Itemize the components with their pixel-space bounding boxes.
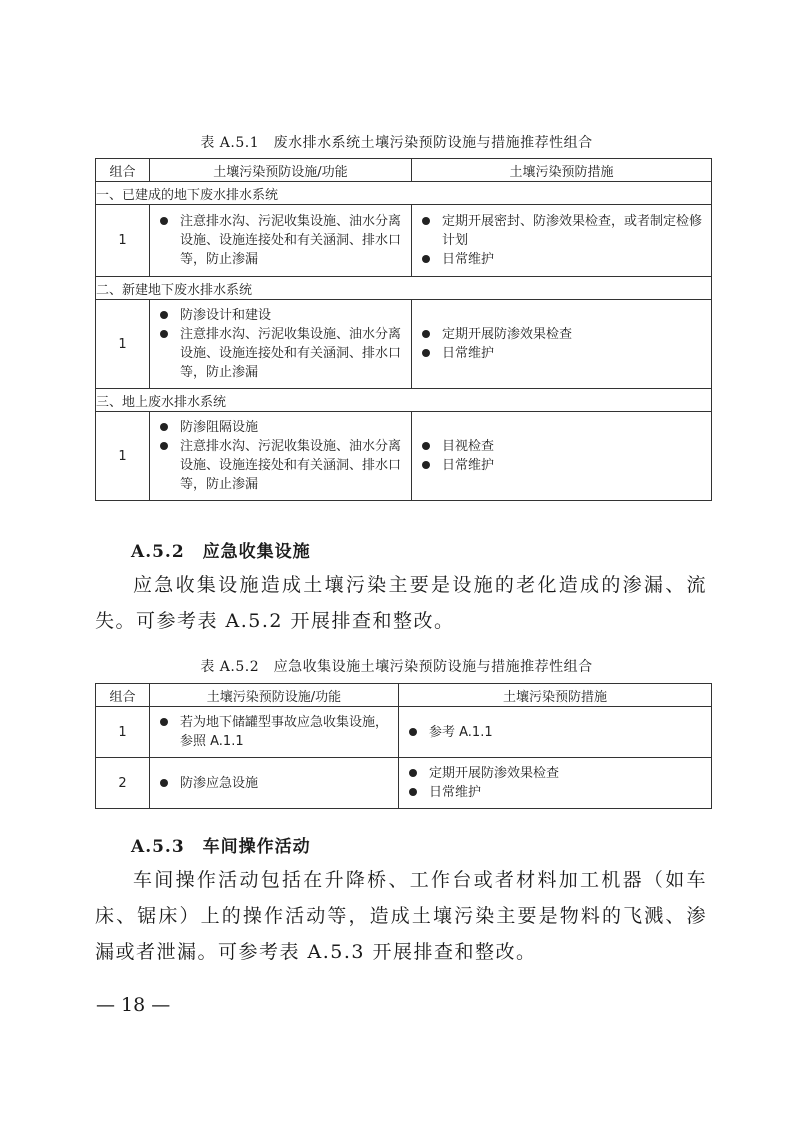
list-item: 定期开展密封、防渗效果检查，或者制定检修计划 [418, 212, 703, 250]
section-heading-a52: A.5.2 应急收集设施 [131, 542, 311, 562]
facilities-cell [150, 412, 412, 501]
table2-header-facilities: 土壤污染预防设施/功能 [150, 684, 399, 707]
list-item: 日常维护 [418, 250, 703, 269]
facilities-cell [150, 300, 412, 389]
section-title: 一、已建成的地下废水排水系统 [96, 182, 712, 205]
list-item: 参考 A.1.1 [405, 723, 703, 742]
list-item: 日常维护 [418, 344, 703, 363]
table1-section-title-row [96, 389, 712, 412]
table1-header-facilities: 土壤污染预防设施/功能 [150, 159, 412, 182]
row-number: 1 [96, 412, 150, 501]
list-item: 日常维护 [418, 456, 703, 475]
table1-section-title-row [96, 277, 712, 300]
table-row [96, 205, 712, 277]
list-item: 定期开展防渗效果检查 [418, 325, 703, 344]
row-number: 1 [96, 300, 150, 389]
measures-cell [412, 412, 712, 501]
section-heading-a53: A.5.3 车间操作活动 [131, 837, 311, 857]
table1-caption: 表 A.5.1 废水排水系统土壤污染预防设施与措施推荐性组合 [200, 135, 593, 151]
table1-section-title-row [96, 182, 712, 205]
page-number: — 18 — [96, 994, 171, 1016]
measures-cell [399, 758, 712, 809]
section-paragraph-a53: 车间操作活动包括在升降桥、工作台或者材料加工机器（如车床、锯床）上的操作活动等，造成土壤污染主要是物料的飞溅、渗漏或者泄漏。可参考表 A.5.3 开展排查和整改。 [95, 869, 707, 963]
table1-header-row [96, 159, 712, 182]
list-item: 定期开展防渗效果检查 [405, 764, 703, 783]
section-paragraph-a52: 应急收集设施造成土壤污染主要是设施的老化造成的渗漏、流失。可参考表 A.5.2 开展排查和整改。 [95, 574, 707, 632]
facilities-cell [150, 707, 399, 758]
list-item: 防渗设计和建设 [156, 306, 403, 325]
table-row [96, 707, 712, 758]
table2 [95, 683, 712, 809]
list-item: 注意排水沟、污泥收集设施、油水分离设施、设施连接处和有关涵洞、排水口等，防止渗漏 [156, 212, 403, 269]
measures-cell [399, 707, 712, 758]
list-item: 若为地下储罐型事故应急收集设施，参照 A.1.1 [156, 713, 390, 751]
facilities-cell [150, 205, 412, 277]
list-item: 注意排水沟、污泥收集设施、油水分离设施、设施连接处和有关涵洞、排水口等，防止渗漏 [156, 437, 403, 494]
measures-cell [412, 205, 712, 277]
table2-caption: 表 A.5.2 应急收集设施土壤污染预防设施与措施推荐性组合 [200, 659, 593, 675]
section-title: 三、地上废水排水系统 [96, 389, 712, 412]
list-item: 注意排水沟、污泥收集设施、油水分离设施、设施连接处和有关涵洞、排水口等，防止渗漏 [156, 325, 403, 382]
table1-header-measures: 土壤污染预防措施 [412, 159, 712, 182]
list-item: 日常维护 [405, 783, 703, 802]
row-number: 1 [96, 707, 150, 758]
table1 [95, 158, 712, 501]
table-row [96, 412, 712, 501]
facilities-cell [150, 758, 399, 809]
table-row [96, 300, 712, 389]
section-title: 二、新建地下废水排水系统 [96, 277, 712, 300]
list-item: 目视检查 [418, 437, 703, 456]
list-item: 防渗阻隔设施 [156, 418, 403, 437]
row-number: 1 [96, 205, 150, 277]
table2-header-row [96, 684, 712, 707]
table-row [96, 758, 712, 809]
table2-header-measures: 土壤污染预防措施 [399, 684, 712, 707]
table1-header-combo: 组合 [96, 159, 150, 182]
table2-header-combo: 组合 [96, 684, 150, 707]
row-number: 2 [96, 758, 150, 809]
measures-cell [412, 300, 712, 389]
list-item: 防渗应急设施 [156, 774, 390, 793]
